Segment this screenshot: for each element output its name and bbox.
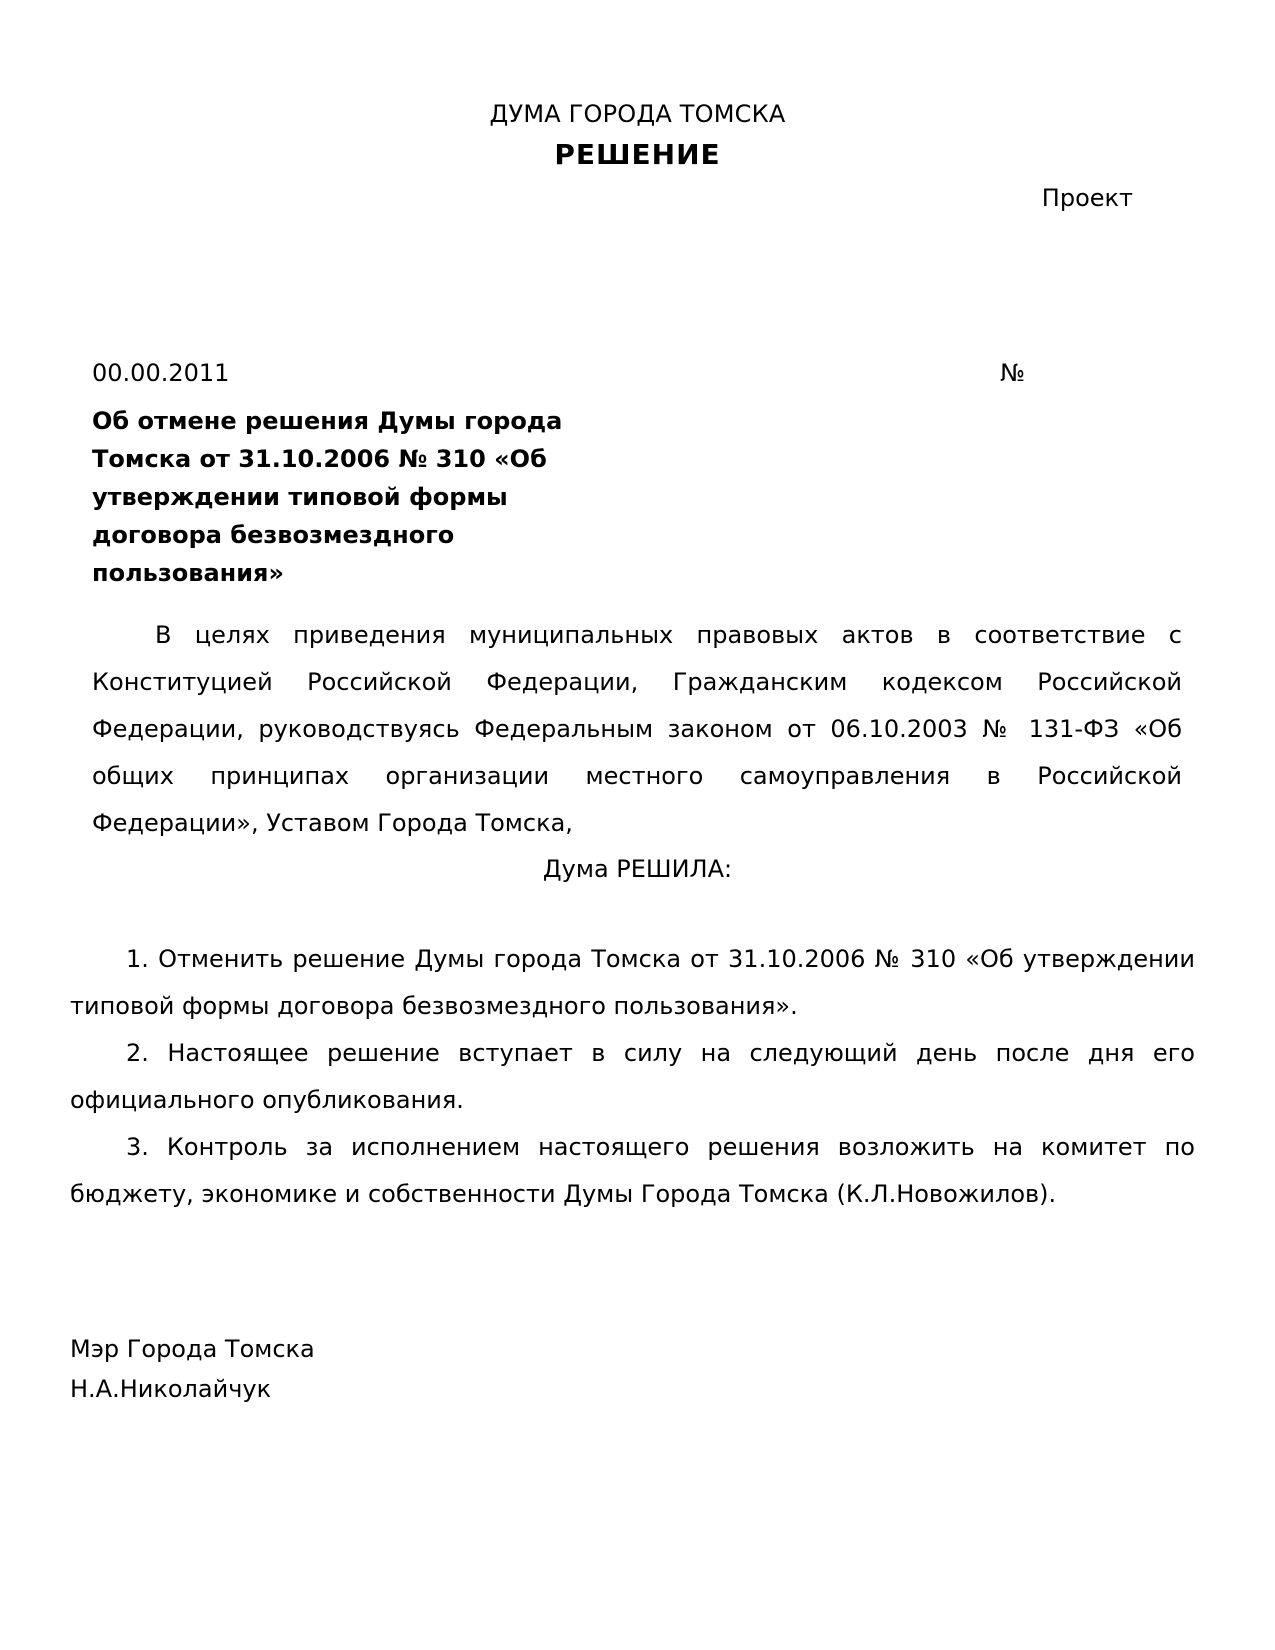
signature-block [70, 1329, 315, 1409]
preamble-paragraph: В целях приведения муниципальных правовых актов в соответствие с Конституцией Российской Федерации, Гражданским кодексом Российской Федерации, руководствуясь Федеральным законом от 06.10.2003 № 131-ФЗ «Об общих принципах организации местного самоуправления в Российской Федерации», Уставом Города Томска, [92, 621, 1182, 837]
resolution-item-1: 1. Отменить решение Думы города Томска от 31.10.2006 № 310 «Об утверждении типовой формы договора безвозмездного пользования». [70, 945, 1195, 1020]
document-type: РЕШЕНИЕ [554, 138, 721, 171]
document-date: 00.00.2011 [92, 359, 230, 387]
document-subject: Об отмене решения Думы города Томска от 31.10.2006 № 310 «Об утверждении типовой формы договора безвозмездного пользования» [92, 407, 563, 587]
draft-label: Проект [1041, 184, 1133, 212]
resolution-heading: Дума РЕШИЛА: [542, 855, 733, 883]
resolution-item-2: 2. Настоящее решение вступает в силу на следующий день после дня его официального опубликования. [70, 1039, 1195, 1114]
signatory-title: Мэр Города Томска [70, 1335, 315, 1363]
signatory-name: Н.А.Николайчук [70, 1375, 272, 1403]
resolution-item-3: 3. Контроль за исполнением настоящего решения возложить на комитет по бюджету, экономике и собственности Думы Города Томска (К.Л.Новожилов). [70, 1133, 1195, 1208]
council-name: ДУМА ГОРОДА ТОМСКА [489, 100, 786, 128]
resolution-items [70, 936, 1195, 1218]
document-number-label: № [1000, 359, 1025, 387]
